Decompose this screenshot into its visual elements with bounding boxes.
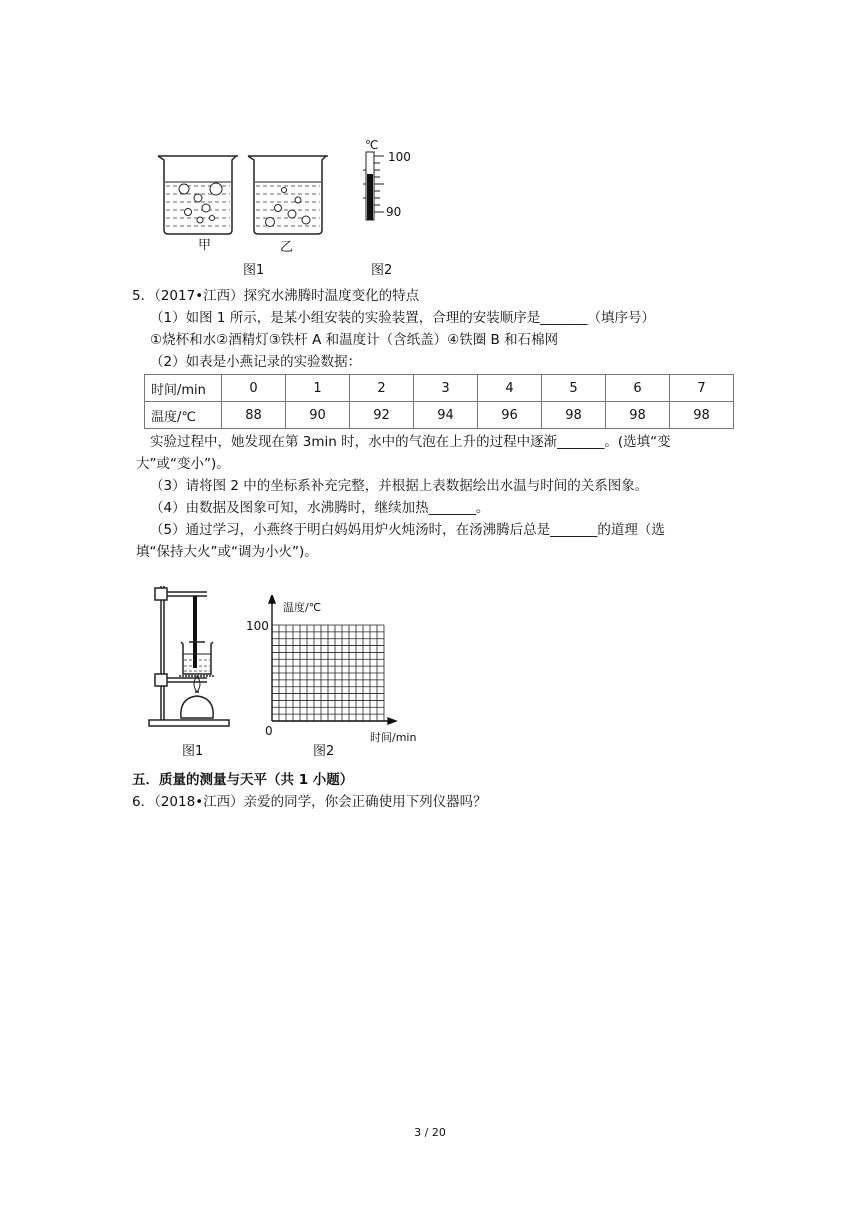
top-figure-caption-1: 图1 [243, 263, 265, 278]
table-cell: 0 [222, 375, 286, 402]
grid-lines [272, 625, 384, 721]
thermometer-unit: ℃ [365, 138, 379, 152]
table-header-time: 时间/min [145, 375, 222, 402]
beaker-b-illustration [248, 156, 328, 234]
table-row-temperature [145, 402, 734, 429]
q5-part1: （1）如图 1 所示，是某小组安装的实验装置，合理的安装顺序是_______（填序号） [150, 310, 656, 326]
table-cell: 3 [414, 375, 478, 402]
x-axis-label: 时间/min [370, 731, 417, 744]
q6-title: 6．（2018•江西）亲爱的同学，你会正确使用下列仪器吗？ [132, 794, 487, 810]
table-cell: 92 [350, 402, 414, 429]
table-cell: 5 [542, 375, 606, 402]
q5-part2: （2）如表是小燕记录的实验数据： [150, 354, 362, 370]
table-cell: 2 [350, 375, 414, 402]
section-heading: 五．质量的测量与天平（共 1 小题） [132, 772, 354, 788]
beaker-b-label: 乙 [280, 240, 294, 255]
page-number: 3 / 20 [414, 1126, 446, 1139]
table-cell: 4 [478, 375, 542, 402]
thermometer-illustration [363, 152, 384, 220]
table-cell: 98 [606, 402, 670, 429]
q5-part4: （4）由数据及图象可知，水沸腾时，继续加热_______。 [150, 500, 490, 516]
beaker-b-bubbles [266, 188, 311, 227]
q5-part5-a: （5）通过学习，小燕终于明白妈妈用炉火炖汤时，在汤沸腾后总是_______的道理（选 [150, 522, 665, 538]
table-cell: 88 [222, 402, 286, 429]
q5-part3: （3）请将图 2 中的坐标系补充完整，并根据上表数据绘出水温与时间的关系图象。 [150, 478, 649, 494]
q5-part2-text-2: 大”或“变小”)。 [136, 456, 230, 472]
beaker-a-bubbles [179, 183, 222, 223]
table-cell: 6 [606, 375, 670, 402]
q5-part1-items: ①烧杯和水②酒精灯③铁杆 A 和温度计（含纸盖）④铁圈 B 和石棉网 [150, 332, 559, 348]
coordinate-grid-figure [262, 595, 422, 735]
table-cell: 1 [286, 375, 350, 402]
beaker-a-label: 甲 [198, 238, 212, 253]
q5-title: 5．（2017•江西）探究水沸腾时温度变化的特点 [132, 288, 420, 304]
y-axis-label: 温度/℃ [283, 601, 322, 614]
table-cell: 7 [670, 375, 734, 402]
table-row-time [145, 375, 734, 402]
grid-caption: 图2 [313, 744, 335, 759]
table-header-temperature: 温度/℃ [145, 402, 222, 429]
apparatus-caption: 图1 [182, 744, 204, 759]
apparatus-figure [145, 580, 240, 730]
thermometer-high-mark: 100 [388, 150, 411, 164]
q5-part5-b: 填“保持大火”或“调为小火”)。 [136, 544, 318, 560]
table-cell: 94 [414, 402, 478, 429]
table-cell: 98 [542, 402, 606, 429]
table-cell: 90 [286, 402, 350, 429]
data-table [144, 374, 734, 429]
origin-label: 0 [265, 724, 273, 738]
q5-part2-text-1: 实验过程中，她发现在第 3min 时，水中的气泡在上升的过程中逐渐_______。(选填“变 [150, 434, 671, 450]
thermometer-low-mark: 90 [386, 205, 402, 219]
y-axis-tick-100: 100 [246, 619, 269, 633]
table-cell: 96 [478, 402, 542, 429]
top-figure-caption-2: 图2 [371, 263, 393, 278]
table-cell: 98 [670, 402, 734, 429]
